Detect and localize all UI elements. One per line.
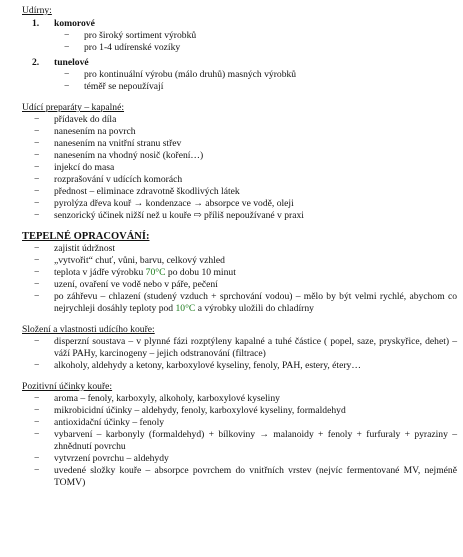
dash-bullet: − [64,69,70,80]
list-item: − vybarvení – karbonyly (formaldehyd) + bílkoviny → malanoidy + fenoly + furfuraly + pyraziny – zhnědnutí povrchu [34,429,457,452]
dash-bullet: − [34,336,40,347]
dash-bullet: − [34,126,40,137]
list-item: − nanesením na vnitřní stranu střev [34,138,182,149]
list-item: − antioxidační účinky – fenoly [34,417,165,428]
dash-bullet: − [34,417,40,428]
dash-bullet: − [34,360,40,371]
section-udirny [22,5,457,93]
dash-bullet: − [64,42,70,53]
list-item: − přídavek do díla [34,114,117,125]
item-title: komorové [54,18,95,29]
dash-bullet: − [34,429,40,440]
dash-bullet: − [34,138,40,149]
list-item: − alkoholy, aldehydy a ketony, karboxylové kyseliny, fenoly, PAH, estery, étery… [34,360,361,371]
list-item: − vytvrzení povrchu – aldehydy [34,453,169,464]
list-item: − disperzní soustava – v plynné fázi rozptýleny kapalné a tuhé částice ( popel, saze, pryskyřice, dehet) – váží PAHy, karcinogeny – jejich odstranování (filtrace) [34,336,457,359]
section-heading: TEPELNÉ OPRACOVÁNÍ: [22,231,150,242]
udirny-type-item [32,57,457,93]
temperature-value: 10°C [175,303,196,314]
dash-bullet: − [34,267,40,278]
list-item: − teplota v jádře výrobku 70°C po dobu 10 minut [34,267,236,278]
dash-bullet: − [34,186,40,197]
item-title: tunelové [54,57,89,68]
dash-bullet: − [64,81,70,92]
list-item: − uzení, ovaření ve vodě nebo v páře, pečení [34,279,218,290]
list-item: − senzorický účinek nižší než u kouře ⇨ příliš nepoužívané v praxi [34,210,304,221]
dash-bullet: − [34,255,40,266]
udirny-types [22,18,457,93]
list-item: − téměř se nepoužívají [64,81,164,92]
dash-bullet: − [34,162,40,173]
list-item: − zajistit údržnost [34,243,116,254]
section-preparaty [22,102,457,222]
item-number: 1. [32,18,40,29]
dash-bullet: − [34,465,40,476]
dash-bullet: − [34,393,40,404]
dash-bullet: − [34,279,40,290]
temperature-value: 70°C [145,267,166,278]
list-item: − nanesením na povrch [34,126,136,137]
list-item: − uvedené složky kouře – absorpce povrchem do vnitřních vrstev (nejvíc fermentované MV, nejméně TOMV) [34,465,457,488]
list-item: − „vytvořit“ chuť, vůni, barvu, celkový vzhled [34,255,225,266]
section-slozeni [22,324,457,372]
dash-bullet: − [34,243,40,254]
list-item: − aroma – fenoly, karboxyly, alkoholy, karboxylové kyseliny [34,393,280,404]
section-tepelne [22,231,457,315]
dash-bullet: − [34,114,40,125]
section-heading: Pozitivní účinky kouře: [22,381,113,392]
section-heading: Složení a vlastnosti udícího kouře: [22,324,155,335]
item-number: 2. [32,57,40,68]
section-heading: Udící preparáty – kapalné: [22,102,125,113]
list-item: − po záhřevu – chlazení (studený vzduch + sprchování vodou) – mělo by být velmi rychlé, abychom co nejrychleji dosáhly teploty pod 10°C a výrobky uložili do chladírny [34,291,457,314]
dash-bullet: − [34,150,40,161]
section-pozitivni [22,381,457,489]
dash-bullet: − [64,30,70,41]
dash-bullet: − [34,453,40,464]
list-item: − mikrobicidní účinky – aldehydy, fenoly, karboxylové kyseliny, formaldehyd [34,405,346,416]
dash-bullet: − [34,291,40,302]
section-heading: Udírny: [22,5,52,16]
list-item: − nanesením na vhodný nosič (koření…) [34,150,204,161]
list-item: − injekcí do masa [34,162,115,173]
list-item: − pyrolýza dřeva kouř → kondenzace → absorpce ve vodě, oleji [34,198,294,209]
list-item: − rozprašování v udících komorách [34,174,183,185]
list-item: − pro široký sortiment výrobků [64,30,197,41]
dash-bullet: − [34,198,40,209]
dash-bullet: − [34,405,40,416]
dash-bullet: − [34,174,40,185]
list-item: − pro kontinuální výrobu (málo druhů) masných výrobků [64,69,297,80]
dash-bullet: − [34,210,40,221]
list-item: − pro 1-4 udírenské vozíky [64,42,181,53]
udirny-type-item [32,18,457,54]
list-item: − přednost – eliminace zdravotně škodlivých látek [34,186,240,197]
